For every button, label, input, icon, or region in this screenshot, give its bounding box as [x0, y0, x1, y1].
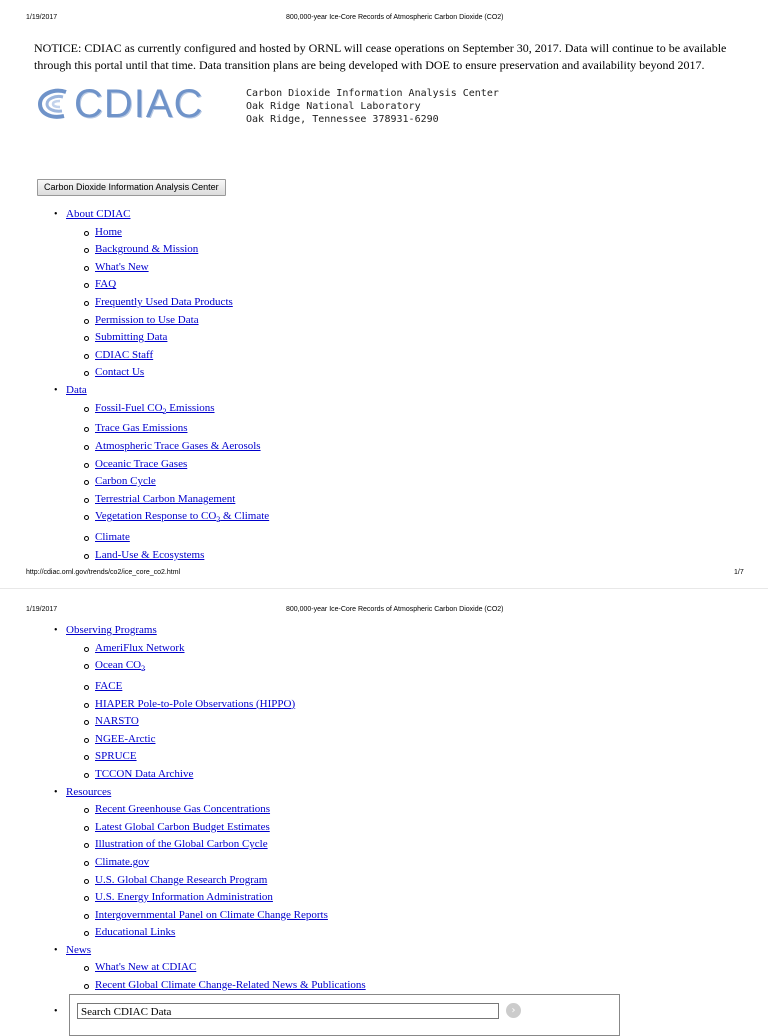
nav-subitem: [0, 259, 269, 277]
page1-footer-page: 1/7: [734, 569, 744, 576]
globe-swoosh-icon: [36, 86, 72, 122]
nav-subitem: [0, 241, 269, 259]
nav-subitem: [0, 508, 269, 529]
nav-subitem: [0, 907, 366, 925]
nav-link-oceanic-trace-gases[interactable]: Oceanic Trace Gases: [95, 457, 188, 470]
nav-link-ngee-arctic[interactable]: NGEE-Arctic: [95, 732, 156, 745]
nav-link-frequently-used-data-products[interactable]: Frequently Used Data Products: [95, 295, 233, 308]
nav-subitem: [0, 959, 366, 977]
page1-footer-url: http://cdiac.ornl.gov/trends/co2/ice_core_co2.html: [26, 569, 181, 576]
nav-subitem: [0, 400, 269, 421]
nav-link-ocean-co2[interactable]: [95, 659, 146, 674]
nav-subitem: [0, 491, 269, 509]
nav-link-face[interactable]: FACE: [95, 679, 123, 692]
nav-subitem: [0, 456, 269, 474]
nav-link-contact-us[interactable]: Contact Us: [95, 366, 145, 379]
nav-link-recent-greenhouse-gas-concentrations[interactable]: Recent Greenhouse Gas Concentrations: [95, 803, 271, 816]
nav-link-latest-global-carbon-budget-estimates[interactable]: Latest Global Carbon Budget Estimates: [95, 820, 270, 833]
nav-subitem: [0, 438, 269, 456]
nav-link-educational-links[interactable]: Educational Links: [95, 926, 176, 939]
nav-link-ameriflux-network[interactable]: AmeriFlux Network: [95, 641, 185, 654]
nav-menu-page2: [0, 622, 366, 995]
nav-link-news[interactable]: News: [66, 943, 92, 956]
nav-link-spruce[interactable]: SPRUCE: [95, 750, 137, 763]
nav-subitem: [0, 977, 366, 995]
subscript-text: 2: [216, 515, 221, 525]
logo-text: CDIAC: [74, 82, 204, 126]
address-line: Oak Ridge National Laboratory: [246, 101, 421, 112]
nav-link-background-mission[interactable]: Background & Mission: [95, 243, 199, 256]
subscript-text: 2: [162, 406, 167, 416]
nav-link-carbon-cycle[interactable]: Carbon Cycle: [95, 475, 156, 488]
nav-link-terrestrial-carbon-management[interactable]: Terrestrial Carbon Management: [95, 492, 236, 505]
nav-link-intergovernmental-panel-on-climate-change-reports[interactable]: Intergovernmental Panel on Climate Change Reports: [95, 908, 328, 921]
nav-section-resources: [0, 784, 366, 802]
nav-subitem: [0, 819, 366, 837]
nav-link-climate[interactable]: Climate: [95, 531, 130, 544]
nav-subitem: [0, 294, 269, 312]
nav-link-atmospheric-trace-gases-aerosols[interactable]: Atmospheric Trace Gases & Aerosols: [95, 439, 261, 452]
nav-link-hiaper-pole-to-pole-observations-hippo[interactable]: HIAPER Pole-to-Pole Observations (HIPPO): [95, 697, 296, 710]
nav-subitem: [0, 696, 366, 714]
nav-link-vegetation-response-to-co2-climate[interactable]: [95, 510, 270, 525]
nav-subitem: [0, 224, 269, 242]
nav-link-recent-global-climate-change-related-news-publications[interactable]: Recent Global Climate Change-Related News & Publications: [95, 979, 366, 992]
nav-subitem: [0, 364, 269, 382]
page-separator: [0, 588, 768, 589]
nav-link-land-use-ecosystems[interactable]: Land-Use & Ecosystems: [95, 548, 205, 561]
nav-subitem: [0, 640, 366, 658]
nav-section-news: [0, 942, 366, 960]
nav-section-about-cdiac: [0, 206, 269, 224]
link-text-part: Fossil-Fuel CO: [95, 401, 163, 414]
nav-section-observing-programs: [0, 622, 366, 640]
nav-link-cdiac-staff[interactable]: CDIAC Staff: [95, 348, 154, 361]
link-text-part: & Climate: [220, 510, 270, 523]
nav-link-faq[interactable]: FAQ: [95, 278, 117, 291]
nav-link-resources[interactable]: Resources: [66, 785, 112, 798]
nav-subitem: [0, 473, 269, 491]
search-input[interactable]: Search CDIAC Data: [77, 1003, 499, 1019]
nav-link-about-cdiac[interactable]: About CDIAC: [66, 208, 131, 220]
nav-link-home[interactable]: Home: [95, 225, 122, 238]
cdiac-logo[interactable]: [36, 84, 203, 124]
nav-link-what-s-new[interactable]: What's New: [95, 260, 149, 273]
address-line: Oak Ridge, Tennessee 378931-6290: [246, 114, 439, 125]
link-text-part: Emissions: [166, 401, 215, 414]
nav-subitem: [0, 766, 366, 784]
nav-link-u-s-global-change-research-program[interactable]: U.S. Global Change Research Program: [95, 873, 268, 886]
nav-link-narsto[interactable]: NARSTO: [95, 715, 139, 728]
nav-subitem: [0, 312, 269, 330]
nav-subitem: [0, 657, 366, 678]
nav-subitem: [0, 529, 269, 547]
nav-subitem: [0, 854, 366, 872]
cessation-notice: NOTICE: CDIAC as currently configured and hosted by ORNL will cease operations on September 30, 2017. Data will continue to be available through this portal until that time. Data transition plans are being developed with DOE to ensure preservation and availability beyond 2017.: [34, 41, 727, 72]
link-text-part: Ocean CO: [95, 659, 142, 672]
link-text-part: Vegetation Response to CO: [95, 510, 217, 523]
page2-title: 800,000-year Ice-Core Records of Atmospheric Carbon Dioxide (CO2): [286, 606, 504, 613]
address-block: [246, 87, 499, 126]
nav-subitem: [0, 547, 269, 565]
nav-menu-page1: [0, 206, 269, 564]
page1-date: 1/19/2017: [26, 14, 58, 21]
nav-link-permission-to-use-data[interactable]: Permission to Use Data: [95, 313, 199, 326]
nav-link-what-s-new-at-cdiac[interactable]: What's New at CDIAC: [95, 961, 197, 974]
nav-link-climate-gov[interactable]: Climate.gov: [95, 855, 150, 868]
nav-subitem: [0, 924, 366, 942]
subscript-text: 2: [141, 664, 146, 674]
site-home-button[interactable]: Carbon Dioxide Information Analysis Center: [37, 179, 226, 196]
nav-subitem: [0, 836, 366, 854]
nav-link-fossil-fuel-co2-emissions[interactable]: [95, 402, 215, 414]
nav-subitem: [0, 276, 269, 294]
nav-subitem: [0, 801, 366, 819]
nav-subitem: [0, 420, 269, 438]
nav-link-data[interactable]: Data: [66, 383, 87, 396]
nav-link-illustration-of-the-global-carbon-cycle[interactable]: Illustration of the Global Carbon Cycle: [95, 838, 268, 851]
nav-subitem: [0, 889, 366, 907]
nav-subitem: [0, 731, 366, 749]
nav-link-u-s-energy-information-administration[interactable]: U.S. Energy Information Administration: [95, 891, 273, 904]
search-go-icon[interactable]: ›: [506, 1003, 521, 1018]
nav-link-tccon-data-archive[interactable]: TCCON Data Archive: [95, 767, 194, 780]
nav-subitem: [0, 329, 269, 347]
nav-subitem: [0, 347, 269, 365]
page1-title: 800,000-year Ice-Core Records of Atmospheric Carbon Dioxide (CO2): [286, 14, 504, 21]
nav-link-submitting-data[interactable]: Submitting Data: [95, 331, 168, 344]
nav-subitem: [0, 713, 366, 731]
search-bullet: •: [54, 1006, 58, 1017]
address-line: Carbon Dioxide Information Analysis Center: [246, 88, 499, 99]
nav-link-trace-gas-emissions[interactable]: Trace Gas Emissions: [95, 422, 188, 435]
page2-date: 1/19/2017: [26, 606, 58, 613]
nav-link-observing-programs[interactable]: Observing Programs: [66, 624, 157, 636]
nav-subitem: [0, 872, 366, 890]
nav-section-data: [0, 382, 269, 400]
nav-subitem: [0, 748, 366, 766]
nav-subitem: [0, 678, 366, 696]
